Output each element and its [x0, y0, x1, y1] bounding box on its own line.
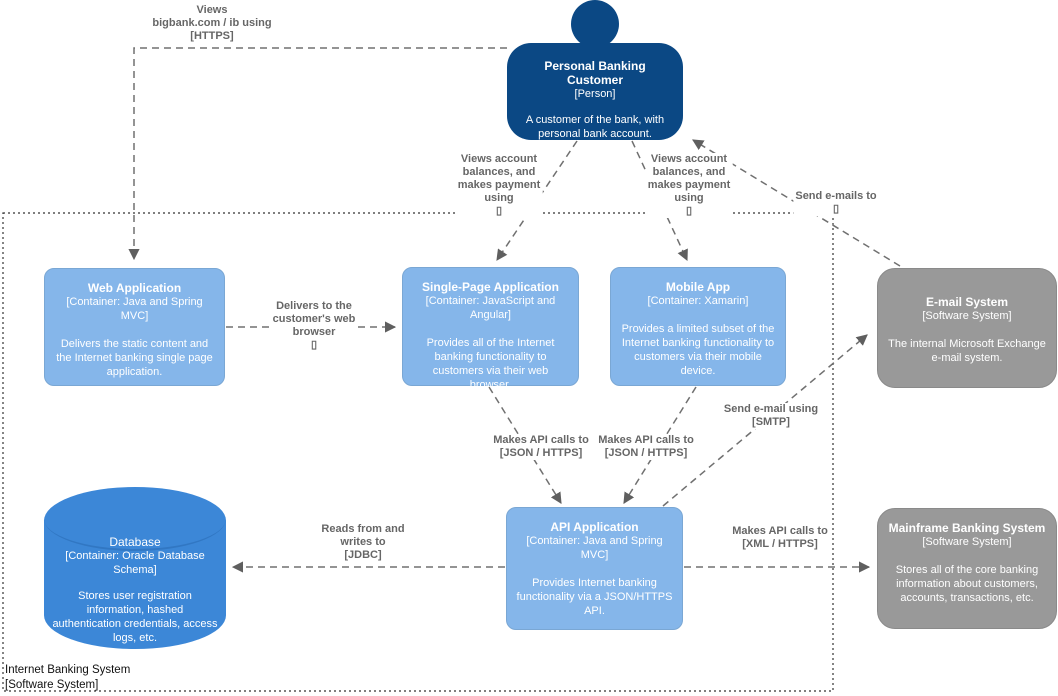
node-description: The internal Microsoft Exchange e-mail system.	[888, 338, 1046, 364]
node-subtitle: [Container: JavaScript and Angular]	[425, 295, 556, 321]
node-title: E-mail System	[925, 295, 1009, 309]
node-mainframe-banking-system[interactable]	[877, 508, 1057, 629]
node-title: Web Application	[87, 281, 182, 295]
node-subtitle: [Container: Java and Spring MVC]	[66, 296, 203, 322]
node-description: Provides Internet banking functionality via a JSON/HTTPS API.	[516, 577, 673, 617]
node-description: Stores all of the core banking information about customers, accounts, transactions, etc.	[895, 564, 1039, 604]
edge-label-api-calls-mobile: Makes API calls to [JSON / HTTPS]	[598, 434, 694, 459]
edge-label-views-account-mobile: Views account balances, and makes payment using ▯	[647, 153, 731, 217]
node-personal-banking-customer[interactable]	[507, 43, 683, 140]
node-description: A customer of the bank, with personal bank account.	[525, 114, 665, 140]
node-subtitle: [Person]	[574, 88, 616, 100]
node-subtitle: [Container: Xamarin]	[647, 295, 749, 307]
edge-label-views-bigbank: Views bigbank.com / ib using [HTTPS]	[152, 4, 272, 42]
edge-label-api-calls-xml: Makes API calls to [XML / HTTPS]	[732, 525, 828, 550]
node-api-application[interactable]	[506, 507, 683, 630]
node-title: Database	[109, 535, 161, 549]
edge-label-send-email-smtp: Send e-mail using [SMTP]	[723, 403, 819, 428]
boundary-subtitle: [Software System]	[5, 679, 99, 691]
node-database[interactable]	[44, 487, 226, 649]
node-description: Provides all of the Internet banking functionality to customers via their web browser.	[426, 337, 555, 391]
node-subtitle: [Container: Oracle Database Schema]	[65, 550, 205, 576]
edge-label-api-calls-spa: Makes API calls to [JSON / HTTPS]	[493, 434, 589, 459]
edge-person-to-web-app	[134, 48, 507, 259]
node-email-system[interactable]	[877, 268, 1057, 388]
node-description: Delivers the static content and the Internet banking single page application.	[56, 338, 213, 378]
node-title: Single-Page Application	[422, 280, 559, 294]
edge-label-send-emails-to: Send e-mails to ▯	[795, 190, 877, 215]
edge-label-delivers-to-browser: Delivers to the customer's web browser ▯	[272, 300, 356, 351]
node-title: Personal Banking Customer	[544, 59, 646, 87]
boundary-title: Internet Banking System	[5, 664, 131, 676]
node-single-page-application[interactable]	[402, 267, 579, 391]
node-title: Mobile App	[665, 280, 731, 294]
node-subtitle: [Software System]	[922, 536, 1012, 548]
boundary-label	[5, 663, 130, 693]
node-mobile-app[interactable]	[610, 267, 786, 386]
node-subtitle: [Container: Java and Spring MVC]	[526, 535, 663, 561]
node-title: API Application	[550, 520, 639, 534]
edge-label-views-account-spa: Views account balances, and makes payment using ▯	[457, 153, 541, 217]
node-subtitle: [Software System]	[922, 310, 1012, 322]
node-title: Mainframe Banking System	[888, 521, 1046, 535]
node-description: Stores user registration information, hashed authentication credentials, access logs, etc.	[52, 590, 218, 644]
edge-label-reads-writes-jdbc: Reads from and writes to [JDBC]	[321, 523, 405, 561]
person-head-icon	[571, 0, 619, 48]
node-description: Provides a limited subset of the Internet banking functionality to customers via their mobile device.	[621, 323, 775, 377]
node-web-application[interactable]	[44, 268, 225, 386]
